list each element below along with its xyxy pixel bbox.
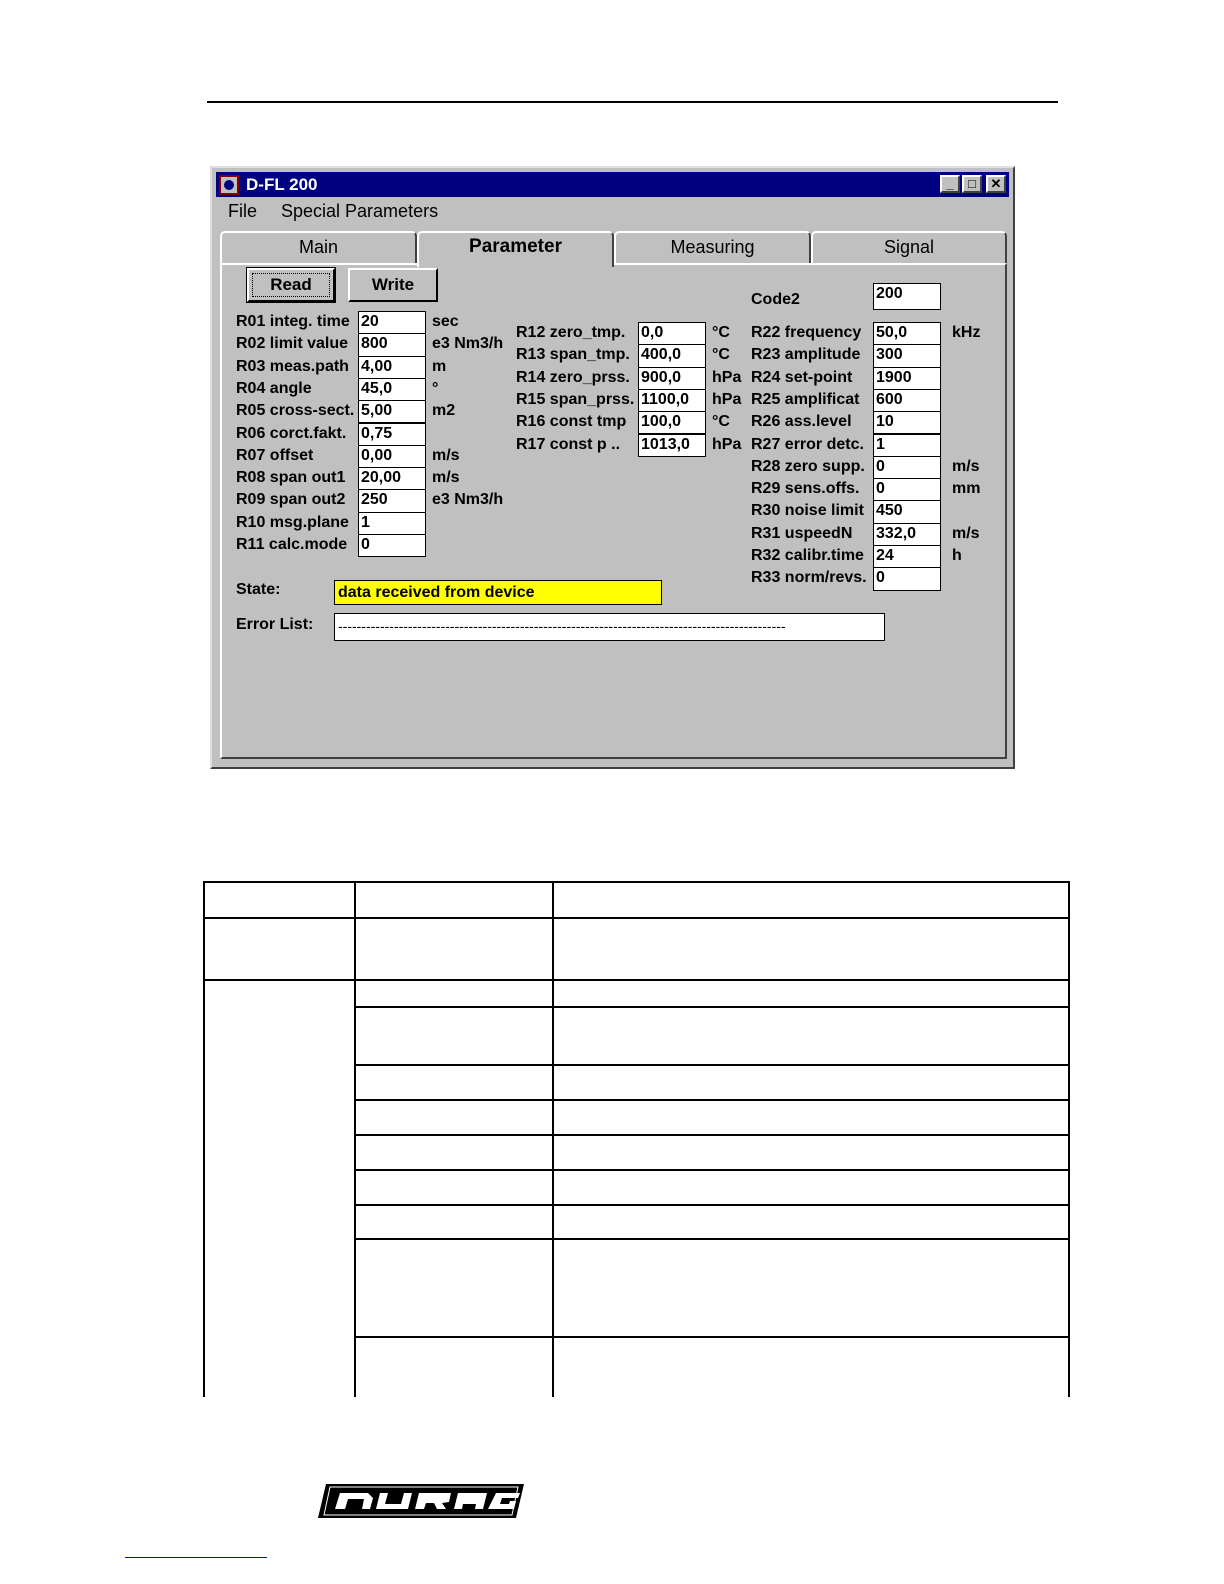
param-unit: °C: [712, 413, 730, 431]
param-field[interactable]: 20,00: [358, 467, 426, 490]
param-field[interactable]: 400,0: [638, 344, 706, 367]
param-field[interactable]: 50,0: [873, 322, 941, 345]
param-label: R26 ass.level: [751, 413, 852, 431]
param-field[interactable]: 300: [873, 344, 941, 367]
param-label: R27 error detc.: [751, 435, 864, 453]
param-field[interactable]: 250: [358, 489, 426, 512]
param-field[interactable]: 332,0: [873, 523, 941, 546]
read-button-label: Read: [270, 275, 312, 294]
code2-label: Code2: [751, 291, 800, 308]
menu-file[interactable]: File: [228, 201, 258, 221]
param-field[interactable]: 0: [358, 534, 426, 557]
param-field[interactable]: 800: [358, 333, 426, 356]
param-label: R33 norm/revs.: [751, 569, 867, 587]
table-rule: [355, 1006, 1070, 1008]
table-rule: [552, 881, 554, 1397]
param-label: R02 limit value: [236, 335, 349, 353]
param-field[interactable]: 5,00: [358, 400, 426, 423]
param-label: R25 amplificat: [751, 390, 860, 408]
param-unit: m/s: [952, 457, 980, 475]
param-label: R09 span out2: [236, 491, 346, 509]
table-rule: [355, 1134, 1070, 1136]
param-label: R22 frequency: [751, 324, 862, 341]
app-icon[interactable]: [219, 175, 239, 195]
param-unit: hPa: [712, 368, 742, 386]
tab-signal[interactable]: Signal: [811, 231, 1007, 263]
param-field[interactable]: 0: [873, 567, 941, 590]
table-rule: [203, 917, 1070, 919]
param-field[interactable]: 20: [358, 311, 426, 334]
app-window: [210, 166, 1015, 769]
param-label: R07 offset: [236, 446, 314, 464]
error-list-label: Error List:: [236, 616, 314, 633]
param-field[interactable]: 0,00: [358, 445, 426, 468]
param-label: R13 span_tmp.: [516, 346, 630, 364]
write-button[interactable]: Write: [348, 268, 438, 302]
durag-logo: [318, 1484, 524, 1518]
param-label: R06 corct.fakt.: [236, 424, 347, 442]
param-field[interactable]: 24: [873, 545, 941, 568]
param-unit: m2: [432, 402, 456, 420]
read-button[interactable]: [247, 268, 335, 302]
table-rule: [355, 1064, 1070, 1066]
param-label: R05 cross-sect.: [236, 402, 355, 420]
param-label: R11 calc.mode: [236, 536, 348, 553]
param-label: R14 zero_prss.: [516, 368, 630, 386]
param-field[interactable]: 1900: [873, 367, 941, 390]
minimize-button[interactable]: _: [940, 175, 960, 193]
param-label: R08 span out1: [236, 469, 346, 487]
menu-special-parameters[interactable]: Special Parameters: [281, 201, 439, 221]
param-unit: °: [432, 379, 439, 397]
param-field[interactable]: 1: [873, 434, 941, 457]
param-unit: °C: [712, 346, 730, 364]
table-rule: [355, 1169, 1070, 1171]
close-button[interactable]: ✕: [986, 175, 1006, 193]
table-rule: [1068, 881, 1070, 1397]
table-rule: [203, 881, 1070, 883]
param-unit: °C: [712, 324, 730, 341]
state-field: data received from device: [334, 580, 662, 605]
tab-measuring[interactable]: Measuring: [614, 231, 811, 263]
header-rule: [207, 101, 1058, 103]
parameter-panel: [220, 263, 1007, 759]
table-rule: [203, 881, 205, 1397]
table-rule: [355, 1336, 1070, 1338]
param-unit: kHz: [952, 324, 981, 341]
param-label: R10 msg.plane: [236, 513, 349, 531]
param-label: R15 span_prss.: [516, 390, 635, 408]
param-label: R04 angle: [236, 379, 312, 397]
param-field[interactable]: 450: [873, 500, 941, 523]
footer-link-rule: [125, 1557, 267, 1558]
param-field[interactable]: 45,0: [358, 378, 426, 401]
table-rule: [355, 1099, 1070, 1101]
error-list-field[interactable]: ------------------------------------------------------------------------------------------------: [334, 613, 885, 641]
param-field[interactable]: 10: [873, 411, 941, 434]
param-field[interactable]: 100,0: [638, 411, 706, 434]
param-field[interactable]: 1013,0: [638, 434, 706, 457]
param-label: R17 const p ..: [516, 435, 621, 453]
param-unit: e3 Nm3/h: [432, 491, 504, 509]
param-unit: mm: [952, 480, 981, 498]
table-rule: [354, 881, 356, 1397]
param-unit: sec: [432, 313, 459, 330]
param-field[interactable]: 0,75: [358, 423, 426, 446]
param-label: R30 noise limit: [751, 502, 864, 520]
param-unit: h: [952, 547, 962, 564]
tab-parameter[interactable]: Parameter: [417, 231, 614, 267]
param-unit: m/s: [432, 446, 460, 464]
param-field[interactable]: 0: [873, 478, 941, 501]
param-label: R23 amplitude: [751, 346, 861, 364]
param-field[interactable]: 0: [873, 456, 941, 479]
param-label: R03 meas.path: [236, 357, 349, 375]
param-unit: hPa: [712, 435, 742, 453]
param-field[interactable]: 1: [358, 512, 426, 535]
tab-main[interactable]: Main: [220, 231, 417, 263]
param-label: R16 const tmp: [516, 413, 627, 431]
param-label: R12 zero_tmp.: [516, 324, 626, 341]
param-unit: e3 Nm3/h: [432, 335, 504, 353]
window-title: D-FL 200: [246, 175, 318, 194]
param-field[interactable]: 900,0: [638, 367, 706, 390]
param-field[interactable]: 0,0: [638, 322, 706, 345]
param-field[interactable]: 1100,0: [638, 389, 706, 412]
param-unit: m/s: [952, 524, 980, 542]
param-unit: hPa: [712, 390, 742, 408]
title-bar: [216, 172, 1009, 197]
table-rule: [355, 1238, 1070, 1240]
maximize-button[interactable]: □: [962, 175, 982, 193]
param-field[interactable]: 600: [873, 389, 941, 412]
param-label: R32 calibr.time: [751, 547, 864, 564]
table-rule: [355, 1204, 1070, 1206]
table-rule: [203, 979, 1070, 981]
state-label: State:: [236, 581, 281, 598]
code2-field[interactable]: 200: [873, 283, 941, 310]
param-field[interactable]: 4,00: [358, 356, 426, 379]
param-label: R31 uspeedN: [751, 524, 853, 542]
param-unit: m: [432, 357, 447, 375]
param-label: R01 integ. time: [236, 313, 350, 330]
param-unit: m/s: [432, 469, 460, 487]
param-label: R28 zero supp.: [751, 457, 865, 475]
focus-rect: [252, 273, 330, 297]
param-label: R29 sens.offs.: [751, 480, 860, 498]
param-label: R24 set-point: [751, 368, 853, 386]
